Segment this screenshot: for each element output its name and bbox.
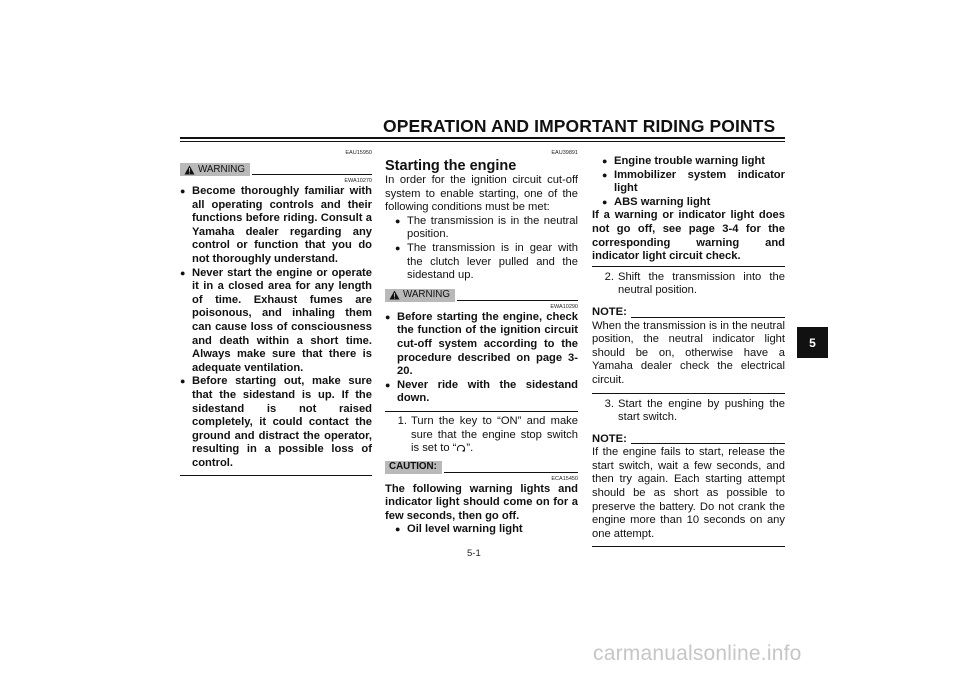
bullet-icon: ● <box>602 196 608 207</box>
watermark: carmanualsonline.info <box>593 642 802 665</box>
warning-end-rule <box>180 475 372 476</box>
note-rule <box>631 317 785 318</box>
caution-code: ECA15450 <box>551 475 578 482</box>
bullet-icon: ● <box>385 311 391 322</box>
caution-badge: CAUTION: <box>385 461 442 474</box>
section-heading: Starting the engine <box>385 158 517 174</box>
list-item: ● The transmission is in the neutral position. <box>395 214 578 241</box>
engine-run-icon <box>456 443 466 452</box>
bullet-icon: ● <box>395 215 401 226</box>
page-title: OPERATION AND IMPORTANT RIDING POINTS <box>383 116 776 136</box>
step-2: 2. Shift the transmission into the neutral position. <box>604 270 785 297</box>
list-item: ● The transmission is in gear with the clutch lever pulled and the sidestand up. <box>395 241 578 282</box>
warning-rule <box>252 174 372 175</box>
bullet-icon: ● <box>602 169 608 180</box>
caution-end-rule <box>592 266 785 267</box>
list-item: ● Never ride with the sidestand down. <box>385 378 578 405</box>
bullet-icon: ● <box>395 524 401 535</box>
bullet-icon: ● <box>602 156 608 166</box>
step-1: 1. Turn the key to “ON” and make sure that the engine stop switch is set to “ ”. <box>397 414 578 455</box>
warning-label: WARNING <box>403 289 450 301</box>
warning-badge <box>180 163 250 176</box>
list-item: ● Oil level warning light <box>395 523 523 536</box>
column-2 <box>385 150 578 537</box>
warning-code: EWA10270 <box>344 178 372 184</box>
bullet-icon: ● <box>385 379 391 390</box>
chapter-tab[interactable]: 5 <box>797 327 828 358</box>
warning-end-rule <box>385 411 578 412</box>
page-number: 5-1 <box>467 548 481 559</box>
caution-text: The following warning lights and indicator light should come on for a few seconds, then go off. <box>385 482 578 522</box>
list-item: ● Engine trouble warning light <box>602 155 766 167</box>
note-text: When the transmission is in the neutral position, the neutral indicator light should be on, otherwise have a Yamaha dealer check the electrical circuit. <box>592 319 785 386</box>
note-header: NOTE: <box>592 433 785 447</box>
caution-header <box>385 461 578 474</box>
intro-text: In order for the ignition circuit cut-off system to enable starting, one of the following conditions must be met: <box>385 174 578 214</box>
warning-header <box>180 163 372 176</box>
bullet-icon: ● <box>180 376 186 387</box>
list-item: ● Become thoroughly familiar with all operating controls and their functions before riding. Consult a Yamaha dealer regarding any control or function that you do not thoroughly understand. <box>180 185 372 265</box>
list-item: ● Never start the engine or operate it in a closed area for any length of time. Exhaust fumes are poisonous, and inhaling them can cause loss of consciousness and death within a short time. Always make sure that there is adequate ventilation. <box>180 266 372 374</box>
header-rule-thin <box>180 141 785 142</box>
warning-label: WARNING <box>198 163 245 175</box>
column-3 <box>592 155 785 547</box>
list-item: ● ABS warning light <box>602 195 711 208</box>
caution-end-text: If a warning or indicator light does not go off, see page 3-4 for the corresponding warning and indicator light circuit check. <box>592 209 785 263</box>
section-code: EAU15950 <box>345 150 372 156</box>
note-rule <box>631 443 785 444</box>
warning-rule <box>457 300 578 301</box>
warning-triangle-icon <box>184 165 195 175</box>
header-rule <box>180 137 785 139</box>
section-code: EAU39891 <box>551 150 578 156</box>
bullet-icon: ● <box>180 267 186 278</box>
list-item: ● Immobilizer system indicator light <box>602 168 785 195</box>
bullet-icon: ● <box>395 242 401 253</box>
list-item: ● Before starting out, make sure that the sidestand is up. If the sidestand is not raised completely, it could contact the ground and distract the operator, resulting in a possible loss of control. <box>180 375 372 469</box>
warning-code: EWA10290 <box>550 303 578 310</box>
warning-triangle-icon <box>389 290 400 300</box>
note-header: NOTE: <box>592 306 785 320</box>
bullet-icon: ● <box>180 186 186 196</box>
step-3: 3. Start the engine by pushing the start switch. <box>604 397 785 424</box>
note-end-rule <box>592 546 785 547</box>
list-item: ● Before starting the engine, check the function of the ignition circuit cut-off system according to the procedure described on page 3-20. <box>385 310 578 378</box>
warning-header <box>385 289 578 302</box>
column-1 <box>180 150 372 476</box>
caution-rule <box>444 472 578 473</box>
note-text: If the engine fails to start, release the start switch, wait a few seconds, and then try again. Each starting attempt should be as short as possible to preserve the battery. Do not crank the engine more than 10 seconds on any one attempt. <box>592 446 785 540</box>
note-end-rule <box>592 393 785 394</box>
warning-badge <box>385 289 455 302</box>
